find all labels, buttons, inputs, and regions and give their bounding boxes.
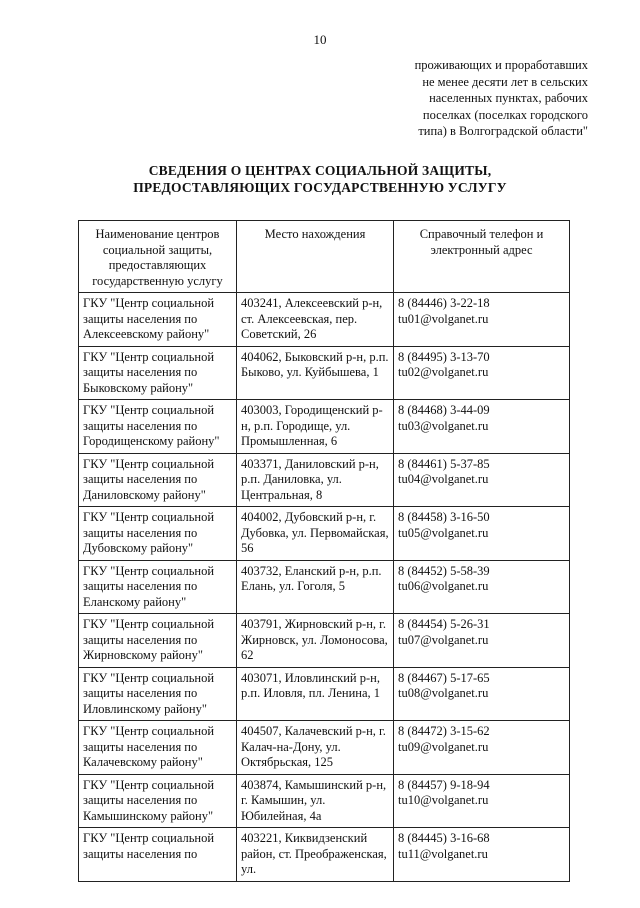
phone-number: 8 (84472) 3-15-62 — [398, 724, 490, 738]
center-contacts-cell — [394, 400, 570, 454]
header-note — [412, 57, 588, 140]
phone-number: 8 (84495) 3-13-70 — [398, 349, 490, 364]
email-address: tu02@volganet.ru — [398, 365, 489, 379]
phone-number: 8 (84446) 3-22-18 — [398, 296, 490, 310]
phone-number: 8 (84468) 3-44-09 — [398, 403, 490, 417]
table-body — [79, 293, 570, 882]
page-number: 10 — [313, 32, 327, 47]
center-contacts-cell — [394, 614, 570, 668]
email-address: tu11@volganet.ru — [398, 846, 488, 861]
table-row — [79, 667, 570, 721]
center-name-cell: ГКУ "Центр социальной защиты населения по Даниловскому району" — [79, 453, 237, 507]
social-protection-centers-table — [78, 220, 570, 882]
column-header-address: Место нахождения — [237, 221, 394, 293]
center-address-cell: 403874, Камышинский р-н, г. Камышин, ул. Юбилейная, 4а — [237, 774, 394, 828]
phone-number: 8 (84452) 5-58-39 — [398, 563, 490, 578]
center-contacts-cell — [394, 667, 570, 721]
center-contacts-cell — [394, 560, 570, 614]
email-address: tu09@volganet.ru — [398, 739, 489, 754]
column-header-contacts: Справочный телефон и электронный адрес — [394, 221, 570, 293]
center-name-cell: ГКУ "Центр социальной защиты населения по Камышинскому району" — [79, 774, 237, 828]
center-address-cell: 403791, Жирновский р-н, г. Жирновск, ул. Ломоносова, 62 — [237, 614, 394, 668]
center-name-cell: ГКУ "Центр социальной защиты населения по Калачевскому району" — [79, 721, 237, 775]
email-address: tu01@volganet.ru — [398, 311, 489, 326]
center-name-cell: ГКУ "Центр социальной защиты населения по Жирновскому району" — [79, 614, 237, 668]
email-address: tu08@volganet.ru — [398, 686, 489, 700]
center-address-cell: 403071, Иловлинский р-н, р.п. Иловля, пл. Ленина, 1 — [237, 667, 394, 721]
center-contacts-cell — [394, 828, 570, 882]
phone-number: 8 (84454) 5-26-31 — [398, 617, 490, 631]
center-name-cell: ГКУ "Центр социальной защиты населения по Быковскому району" — [79, 346, 237, 400]
center-address-cell: 404002, Дубовский р-н, г. Дубовка, ул. Первомайская, 56 — [237, 507, 394, 561]
center-name-cell: ГКУ "Центр социальной защиты населения по Дубовскому району" — [79, 507, 237, 561]
header-note-line: типа) в Волгоградской области" — [418, 124, 588, 138]
table-row — [79, 614, 570, 668]
table-row — [79, 721, 570, 775]
header-note-line: не менее десяти лет в сельских — [422, 74, 588, 89]
email-address: tu06@volganet.ru — [398, 579, 489, 593]
center-name-cell: ГКУ "Центр социальной защиты населения по Еланскому району" — [79, 560, 237, 614]
center-address-cell: 404507, Калачевский р-н, г. Калач-на-Дону, ул. Октябрьская, 125 — [237, 721, 394, 775]
header-note-line: населенных пунктах, рабочих — [429, 91, 588, 105]
center-contacts-cell — [394, 721, 570, 775]
scan-mark — [570, 870, 613, 908]
table-row — [79, 507, 570, 561]
table-row — [79, 346, 570, 400]
column-header-name: Наименование центров социальной защиты, предоставляющих государственную услугу — [79, 221, 237, 293]
center-address-cell: 403003, Городищенский р-н, р.п. Городище, ул. Промышленная, 6 — [237, 400, 394, 454]
table-row — [79, 828, 570, 882]
header-note-line: проживающих и проработавших — [414, 58, 588, 72]
document-title — [0, 162, 640, 196]
center-contacts-cell — [394, 774, 570, 828]
center-address-cell: 403732, Еланский р-н, р.п. Елань, ул. Гоголя, 5 — [237, 560, 394, 614]
phone-number: 8 (84458) 3-16-50 — [398, 510, 490, 524]
center-name-cell: ГКУ "Центр социальной защиты населения по Городищенскому району" — [79, 400, 237, 454]
phone-number: 8 (84445) 3-16-68 — [398, 831, 490, 845]
email-address: tu05@volganet.ru — [398, 525, 489, 540]
phone-number: 8 (84457) 9-18-94 — [398, 777, 490, 792]
phone-number: 8 (84461) 5-37-85 — [398, 456, 490, 471]
email-address: tu03@volganet.ru — [398, 418, 489, 433]
center-address-cell: 403221, Киквидзенский район, ст. Преображенская, ул. — [237, 828, 394, 882]
phone-number: 8 (84467) 5-17-65 — [398, 670, 490, 685]
table-row — [79, 774, 570, 828]
center-address-cell: 403241, Алексеевский р-н, ст. Алексеевская, пер. Советский, 26 — [237, 293, 394, 347]
header-note-line: поселках (поселках городского — [422, 107, 588, 122]
center-contacts-cell — [394, 453, 570, 507]
table-row — [79, 400, 570, 454]
table-row — [79, 453, 570, 507]
email-address: tu04@volganet.ru — [398, 472, 489, 486]
title-line: СВЕДЕНИЯ О ЦЕНТРАХ СОЦИАЛЬНОЙ ЗАЩИТЫ, — [148, 163, 492, 178]
center-address-cell: 404062, Быковский р-н, р.п. Быково, ул. Куйбышева, 1 — [237, 346, 394, 400]
table-row — [79, 560, 570, 614]
center-contacts-cell — [394, 293, 570, 347]
center-name-cell: ГКУ "Центр социальной защиты населения по Алексеевскому району" — [79, 293, 237, 347]
center-contacts-cell — [394, 507, 570, 561]
center-contacts-cell — [394, 346, 570, 400]
table-row — [79, 293, 570, 347]
center-name-cell: ГКУ "Центр социальной защиты населения по — [79, 828, 237, 882]
title-line: ПРЕДОСТАВЛЯЮЩИХ ГОСУДАРСТВЕННУЮ УСЛУГУ — [133, 180, 507, 195]
center-name-cell: ГКУ "Центр социальной защиты населения по Иловлинскому району" — [79, 667, 237, 721]
email-address: tu07@volganet.ru — [398, 632, 489, 647]
center-address-cell: 403371, Даниловский р-н, р.п. Даниловка, ул. Центральная, 8 — [237, 453, 394, 507]
table-header-row — [79, 221, 570, 293]
email-address: tu10@volganet.ru — [398, 793, 489, 807]
